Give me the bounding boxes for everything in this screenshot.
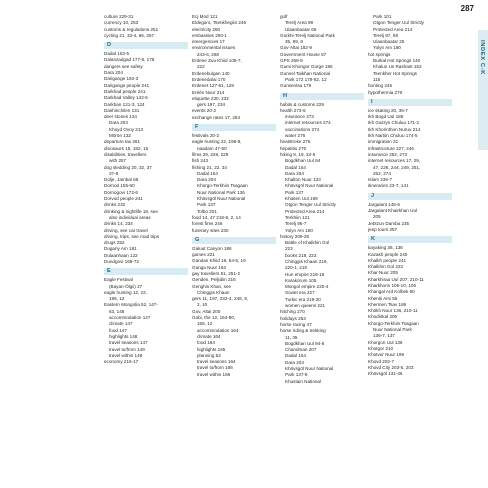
index-entry: exchange rates 17, 254 <box>192 114 241 120</box>
index-subentry: Protected Area 214 <box>373 26 413 32</box>
index-subentry: climate 164 <box>197 333 221 339</box>
index-letter-heading: E <box>104 268 188 275</box>
index-entry: GPS 268-9 <box>280 58 303 64</box>
index-entry: culture 229-31 <box>104 14 134 19</box>
index-subentry: Dadal 154 <box>285 164 306 170</box>
index-entry: events 20-2 <box>192 108 217 114</box>
index-subentry: Chinggis Khaan 219, <box>285 258 328 264</box>
index-entry: Gorkhi-Terelj National Park <box>280 32 335 38</box>
index-entry: embassies 250-1 <box>192 32 227 38</box>
index-entry: deer stones 134 <box>104 114 137 120</box>
index-subentry: Khüiten Uul 199 <box>285 196 318 202</box>
index-entry: Khangal Ard Kolbek 60 <box>368 289 415 295</box>
index-entry: Dulaanhaan 122 <box>104 252 138 258</box>
index-subentry: insurance 273 <box>285 114 314 120</box>
index-entry: dinosaurs 15, 182, 15 <box>104 145 149 151</box>
index-subentry: travel seasons 164 <box>197 359 236 365</box>
index-entry: Kharkhiraa Uul 207, 210-11 <box>368 276 424 282</box>
index-entry: funerary sites 230 <box>192 227 229 233</box>
index-entry: Gobi, the 12, 164-80, <box>192 315 236 321</box>
index-entry: Jebtzun Damba 235 <box>368 220 410 226</box>
index-subentry: Hun empire 218-19 <box>285 271 325 277</box>
index-subentry: gers 197, 234 <box>197 102 226 108</box>
index-subentry: Turkic era 219-20 <box>285 296 321 302</box>
index-entry: hypothermia 276 <box>368 89 403 95</box>
index-entry: hitching 270 <box>280 309 305 315</box>
index-subentry: books 219, 223 <box>285 252 317 258</box>
index-entry: hepatitis 275 <box>280 145 307 151</box>
index-entry: Darkhad Valley 142-5 <box>104 95 148 101</box>
index-entry: drugs 252 <box>104 240 125 246</box>
index-entry: Gov, Altai 200 <box>192 308 221 314</box>
index-subentry: travel within 166 <box>197 371 231 377</box>
index-entry: Ikh Khorinthon Nuruu 214 <box>368 126 421 132</box>
index-subentry: Park 172 178-82, 12 <box>285 76 327 82</box>
index-entry: hot springs <box>368 51 391 57</box>
index-letter-heading: F <box>192 124 276 131</box>
index-entry: Eastern Mongolia 52, 147- <box>104 302 158 308</box>
index-entry: economy 216-17 <box>104 359 139 365</box>
index-subentry: Protected Area 214 <box>285 208 325 214</box>
index-entry: Khovd 202-7 <box>368 358 395 364</box>
index-entry: Dalanzadgad 177-8, 178 <box>104 57 155 63</box>
index-subentry: Otgon Tenger Uul Strictly <box>373 20 424 26</box>
index-subentry: Park 101 <box>373 14 392 19</box>
index-letter-heading: K <box>368 236 452 243</box>
index-subentry: Tsenkher Hot Springs <box>373 70 417 76</box>
index-subentry: Bogdkhan Uul 94 <box>285 158 321 164</box>
index-subentry: women queens 221 <box>285 303 326 309</box>
index-entry: food 14, 47 218-9, 2, 14 <box>192 214 241 220</box>
index-entry: Galuut Canyon 186 <box>192 245 232 251</box>
index-entry: etiquette 230, 232 <box>192 95 229 101</box>
index-entry: horse racing 47 <box>280 321 312 327</box>
index-entry: Khövsgöl 131-46 <box>368 371 403 377</box>
index-entry: itineraries 23-7, 141 <box>368 183 409 189</box>
index-subentry: planning 52 <box>197 352 221 358</box>
index-entry: Government House 57 <box>280 51 327 57</box>
index-entry: electricity 250 <box>192 26 221 32</box>
index-subentry: Burkal Hot Springs 140 <box>373 58 421 64</box>
index-entry: Darkhan 121-3, 124 <box>104 101 145 107</box>
index-entry: drinks 14, 234 <box>104 221 133 227</box>
index-subentry: Dara 204 <box>285 359 304 365</box>
index-subentry: accommodation 147 <box>109 315 151 321</box>
index-subentry: Dadal 154 <box>285 353 306 359</box>
index-subentry: naadam 47-50 <box>197 145 227 151</box>
index-entry: Khotgor 210 <box>368 345 394 351</box>
index-subentry: Nuur National Park <box>373 327 412 333</box>
index-subentry: also individual areas <box>109 214 151 220</box>
index-subentry: Nuur National Park 136 <box>197 189 245 195</box>
index-subentry: 243-6, 268 <box>197 51 219 57</box>
index-subentry: Bogdkhan Uul 94-5 <box>285 340 325 346</box>
index-entry: Khentii Ami 55 <box>368 295 398 301</box>
index-subentry: 136-7, 137 <box>373 333 395 339</box>
index-side-tab <box>478 30 488 150</box>
index-column-4 <box>368 14 452 377</box>
index-entry: horse riding & trekking <box>280 328 326 334</box>
index-entry: Ikh Bogd Uul 186 <box>368 114 404 120</box>
index-entry: Darigange people 241 <box>104 82 150 88</box>
index-subentry: Terelj 96-7 <box>285 221 307 227</box>
index-subentry: 63, 148 <box>109 308 125 314</box>
index-subentry: Dara 204 <box>285 170 304 176</box>
index-subentry: water 276 <box>285 133 306 139</box>
index-letter-heading: J <box>368 193 452 200</box>
index-entry: Gandan Khiid 19, 64-5, 19 <box>192 258 246 264</box>
index-entry: history 209-26 <box>280 233 310 239</box>
index-entry: eagle hunting 12, 22, <box>104 289 147 295</box>
index-entry: Genghis Khan, see <box>192 283 232 289</box>
index-entry: infrastructure 227, 246 <box>368 145 414 151</box>
index-entry: disabilities, travellers <box>104 151 147 157</box>
index-subentry: Khustain National <box>285 378 322 384</box>
index-subentry: 196, 12 <box>109 296 125 302</box>
index-subentry: Terkhiin 121 <box>285 214 310 220</box>
index-entry: Darkhad people 241 <box>104 88 146 94</box>
index-subentry: 220-1, 219 <box>285 265 307 271</box>
index-entry: Dorvod people 241 <box>104 196 143 202</box>
index-entry: Ganga Nuur 163 <box>192 264 226 270</box>
index-entry: Kazakh people 240 <box>368 251 408 257</box>
index-entry: heatstroke 276 <box>280 139 311 145</box>
index-entry: Dornogovi 172-6 <box>104 189 138 195</box>
index-letter-heading: D <box>104 42 188 49</box>
page-number: 287 <box>460 4 474 13</box>
index-entry: Islam 236-7 <box>368 177 393 183</box>
index-entry: cycling 21, 33-4, 66, 257 <box>104 32 155 38</box>
index-entry: Gunsentsa 179 <box>280 83 312 89</box>
index-subentry: food 164 <box>197 340 215 346</box>
index-entry: Dundgovi 166-72 <box>104 258 139 264</box>
index-subentry: Khövsgöl Nuur National <box>285 183 334 189</box>
index-entry: customs & regulations 251 <box>104 26 159 32</box>
index-entry: Dadal 153-5 <box>104 51 130 57</box>
index-entry: Darigange 192-3 <box>104 76 139 82</box>
index-entry: Erdenebulgan 140 <box>192 70 230 76</box>
index-entry: Gov-Altai 182-9 <box>280 45 312 51</box>
index-entry: Dashinchilen 131 <box>104 107 140 113</box>
index-subentry: Terelj Area 99 <box>285 20 314 26</box>
index-subentry: Dadal 154 <box>197 170 218 176</box>
index-subentry: Mörön 132 <box>109 133 131 139</box>
index-entry: Khermen Tsav 186 <box>368 301 407 307</box>
index-entry: Dornod 155-60 <box>104 183 135 189</box>
index-subentry: travel seasons 147 <box>109 340 148 346</box>
index-entry: emergencies 17 <box>192 39 225 45</box>
index-entry: golf <box>280 14 288 19</box>
index-subentry: Park 137 <box>285 189 304 195</box>
index-entry: Ikh Nartiin Chuluu 174-5 <box>368 133 418 139</box>
index-subentry: Chinggis Khaan <box>197 289 230 295</box>
index-entry: Dugany Am 181 <box>104 246 137 252</box>
index-entry: Khorgo-Terkhiin Tsagaan <box>368 320 419 326</box>
index-entry: dangers see safety <box>104 63 143 69</box>
index-letter-heading: I <box>368 99 452 106</box>
index-column-1 <box>104 14 188 365</box>
index-subentry: Dara 204 <box>197 177 216 183</box>
index-subentry: with 257 <box>109 158 127 164</box>
index-subentry: (Bayan-Ölgii) 27 <box>109 283 143 289</box>
index-entry: Ecj Mod 121 <box>192 14 218 19</box>
index-entry: habits & customs 229 <box>280 101 324 107</box>
index-subentry: Park 137-8 <box>285 372 308 378</box>
index-subentry: food 147 <box>109 327 127 333</box>
index-subentry: Ulaanbaatar 25 <box>373 39 405 45</box>
index-entry: Ikh Gazryn Chuluu 171-2 <box>368 120 420 126</box>
index-subentry: vaccinations 274 <box>285 126 320 132</box>
index-subentry: Otgon Tenger Uul Strictly <box>285 202 336 208</box>
index-entry: Khalkhin Gol 223 <box>368 264 403 270</box>
index-entry: hunting 245 <box>368 83 393 89</box>
index-entry: kayaking 36, 138 <box>368 245 403 251</box>
index-subentry: Khoyd Ovoy 213 <box>109 126 143 132</box>
index-entry: Eagle Festival <box>104 277 133 283</box>
index-entry: drinking & nightlife 18, see <box>104 208 158 214</box>
index-entry: Khodiirkal 206 <box>368 314 398 320</box>
index-subentry: internet resources 274 <box>285 120 331 126</box>
index-entry: Jargalant 145-6 <box>368 201 400 207</box>
index-subentry: climate 147 <box>109 321 133 327</box>
index-entry: Erdenedalai 170 <box>192 76 226 82</box>
index-entry: Khotvor Nuur 199 <box>368 352 405 358</box>
index-subentry: Yolyn Am 180 <box>285 227 313 233</box>
index-subentry: 115 <box>373 76 381 82</box>
index-entry: films 29, 228, 229 <box>192 151 229 157</box>
index-subentry: Ulaanbaatar 68 <box>285 26 317 32</box>
index-entry: health 273-6 <box>280 107 306 113</box>
index-subentry: Park 137 <box>197 202 216 208</box>
index-subentry: Khövsgöl Nuur National <box>285 366 334 372</box>
index-entry: ice skating 20, 36-7 <box>368 107 408 113</box>
index-letter-heading: H <box>280 93 364 100</box>
index-entry: fish 243 <box>192 158 209 164</box>
index-entry: festivals 20-2 <box>192 133 220 139</box>
index-entry: Erdenet 127-81, 128 <box>192 83 234 89</box>
index-subentry: Tolbo 201 <box>197 208 217 214</box>
index-subentry: Soviet era 227 <box>285 290 315 296</box>
index-entry: gers 11, 197, 232-4, 249, 9, <box>192 296 249 302</box>
index-entry: Genden, Peljidiin 216 <box>192 277 236 283</box>
index-subentry: Chandman 207 <box>285 347 317 353</box>
index-entry: currency 10, 253 <box>104 20 139 26</box>
index-entry: driving, trips, see road trips <box>104 233 160 239</box>
index-subentry: Dara 204 <box>109 120 128 126</box>
index-entry: Gunnel Taikhan National <box>280 70 330 76</box>
index-entry: Khar Nuur 205 <box>368 270 398 276</box>
index-subentry: 35, 99, 8 <box>285 39 303 45</box>
index-subentry: highlights 165 <box>197 346 226 352</box>
index-entry: immigration 31 <box>368 139 399 145</box>
index-entry: Eréén Nuur 214 <box>192 89 225 95</box>
index-entry: dog sledding 20, 32, 37 <box>104 164 152 170</box>
index-subentry: 252, 274 <box>373 170 391 176</box>
index-subentry: Mongol empire 220-4 <box>285 284 329 290</box>
index-subentry: 37-8 <box>109 170 119 176</box>
index-column-2 <box>192 14 276 378</box>
index-entry: Dolje, Jambal 68 <box>104 177 139 183</box>
index-subentry: 2, 10 <box>197 302 208 308</box>
index-entry: departure tax 261 <box>104 139 141 145</box>
side-tab-label: INDEX C-K <box>479 40 485 76</box>
index-entry: Khökh Nuur 136, 210-11 <box>368 308 418 314</box>
index-subentry: 205 <box>373 214 381 220</box>
index-entry: Dara 204 <box>104 70 123 76</box>
index-subentry: Karakorum 105 <box>285 277 317 283</box>
index-entry: gay travellers 51, 251-2 <box>192 270 241 276</box>
index-subentry: travel within 149 <box>109 352 143 358</box>
index-entry: fishing 21, 22, 34 <box>192 164 227 170</box>
index-entry: eagle hunting 22, 196-8, <box>192 139 242 145</box>
index-subentry: travel to/from 149 <box>109 346 145 352</box>
index-subentry: 223 <box>285 246 293 252</box>
index-subentry: Khalun Us Rashant 152 <box>373 64 422 70</box>
index-subentry: Battle of Khalkhin Gol <box>285 240 330 246</box>
index-subentry: Khövsgöl Nuur National <box>197 196 246 202</box>
index-entry: games 221 <box>192 252 215 258</box>
index-entry: Gumi Khongor Gorge 186 <box>280 64 333 70</box>
index-entry: jeep tours 257 <box>368 226 398 232</box>
index-entry: drinks 232 <box>104 202 126 208</box>
index-subentry: highlights 148 <box>109 333 138 339</box>
index-subentry: 165, 12 <box>197 321 213 327</box>
index-subentry: Khalton Nuur 133 <box>285 177 321 183</box>
index-subentry: Yolyn Am 180 <box>373 45 401 51</box>
index-subentry: 47, 226, 244, 249, 251, <box>373 164 421 170</box>
index-subentry: travel to/from 166 <box>197 365 233 371</box>
index-entry: Eldegoro, Tsenkhegiin 246 <box>192 20 247 26</box>
index-entry: environmental issues <box>192 45 236 51</box>
index-letter-heading: G <box>192 237 276 244</box>
index-column-3 <box>280 14 364 385</box>
index-entry: hiking 8, 19, 34-5 <box>280 151 316 157</box>
index-subentry: Terelj 97, 98 <box>373 32 399 38</box>
index-subentry: accommodation 164 <box>197 327 239 333</box>
index-entry: driving, see car travel <box>104 227 148 233</box>
index-entry: holidays 253 <box>280 315 306 321</box>
index-entry: Khovd City 203-5, 203 <box>368 364 414 370</box>
index-entry: Kharkhorin 105-10, 106 <box>368 282 417 288</box>
index-entry: Khalkh people 241 <box>368 257 407 263</box>
index-entry: insurance 252, 273 <box>368 151 408 157</box>
index-entry: Khorgon Uul 136 <box>368 339 403 345</box>
index-subentry: 222 <box>197 64 205 70</box>
index-entry: Jargalant Khairkhan Uul <box>368 208 418 214</box>
index-subentry: 11, 35 <box>285 334 298 340</box>
index-entry: Erdene Zuu Khiid 105-7, <box>192 58 242 64</box>
index-entry: forest fires 246 <box>192 221 223 227</box>
index-subentry: Khorgo-Terkhiin Tsagaan <box>197 183 248 189</box>
index-entry: internet resources 17, 29, <box>368 158 421 164</box>
